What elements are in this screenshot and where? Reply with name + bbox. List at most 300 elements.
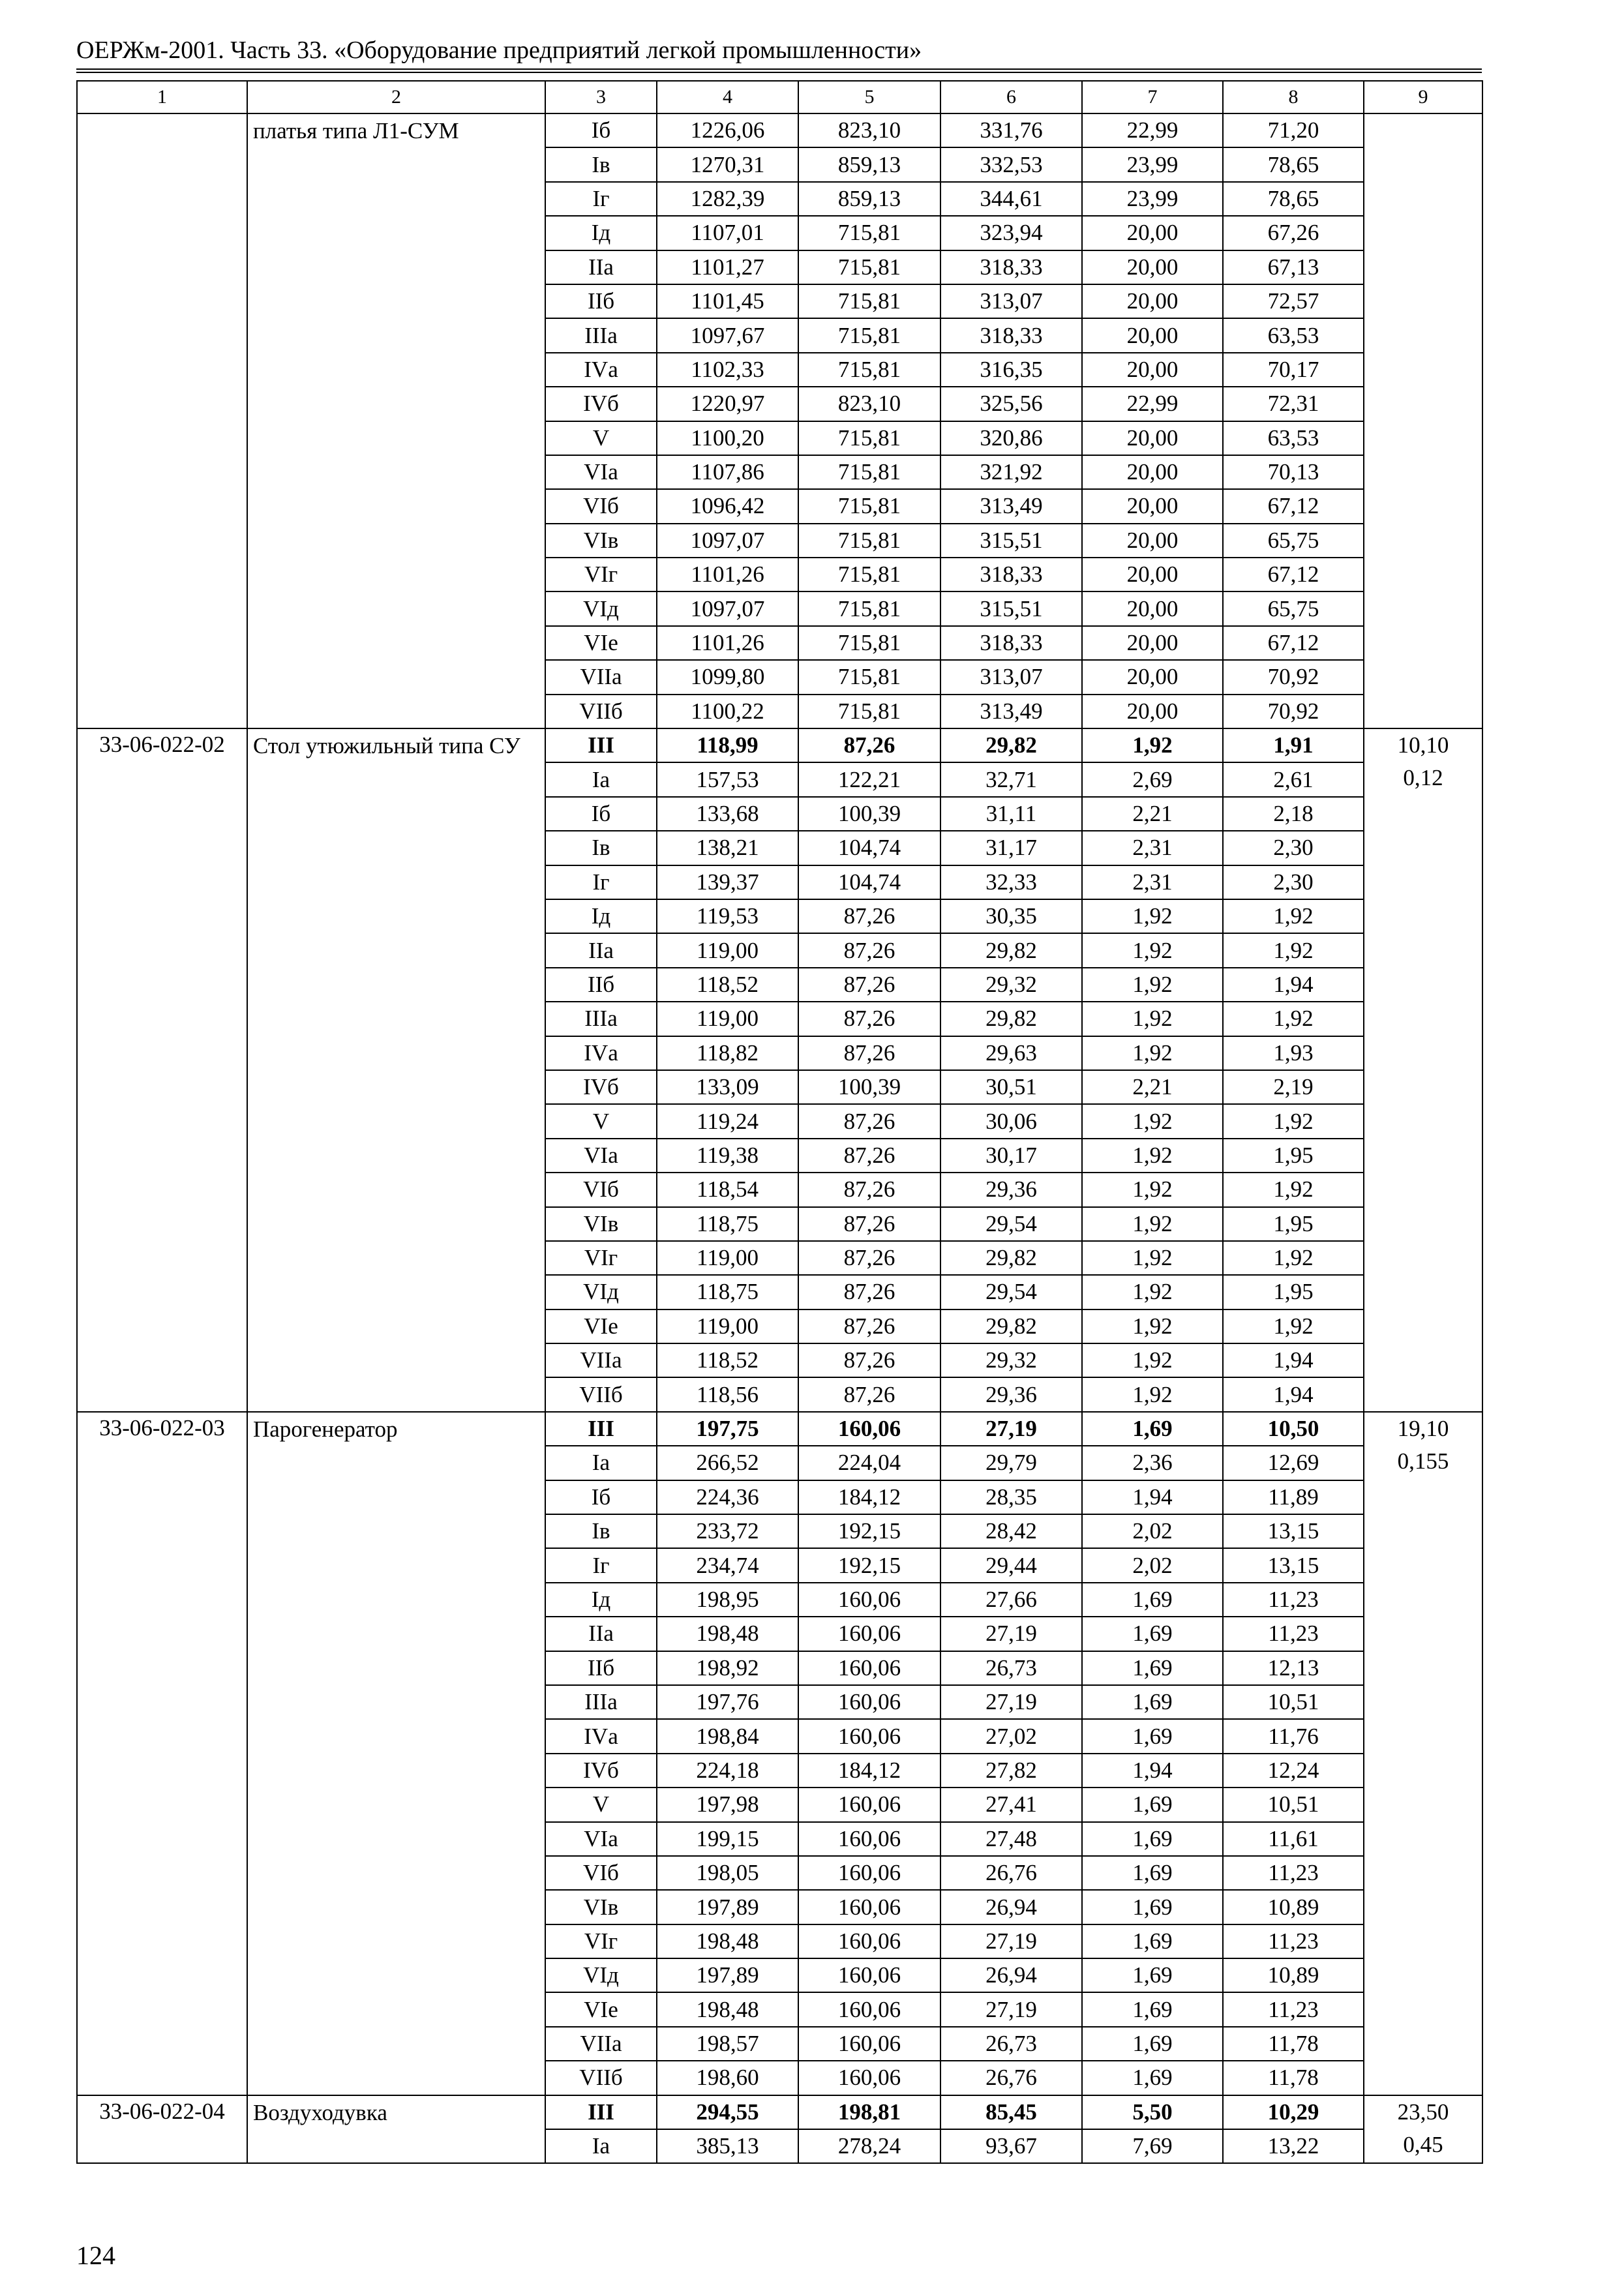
value-cell: 318,33: [940, 318, 1082, 352]
value-cell: 11,76: [1223, 1719, 1364, 1753]
zone-cell: Iб: [545, 1480, 657, 1514]
zone-cell: Iв: [545, 831, 657, 865]
value-cell: 1,92: [1223, 933, 1364, 967]
item-code: [77, 113, 247, 728]
value-cell: 1,69: [1082, 1992, 1223, 2026]
zone-cell: VIе: [545, 1992, 657, 2026]
value-cell: 160,06: [798, 1617, 940, 1651]
value-cell: 118,52: [657, 1343, 798, 1377]
value-cell: 1,69: [1082, 1583, 1223, 1617]
resource-value: 0,155: [1397, 1448, 1449, 1474]
zone-cell: III: [545, 1412, 657, 1446]
value-cell: 12,24: [1223, 1754, 1364, 1788]
value-cell: 278,24: [798, 2129, 940, 2163]
zone-cell: VIа: [545, 1822, 657, 1856]
zone-cell: VIд: [545, 1958, 657, 1992]
value-cell: 1,69: [1082, 1685, 1223, 1719]
value-cell: 1,69: [1082, 1788, 1223, 1821]
value-cell: 27,02: [940, 1719, 1082, 1753]
value-cell: 29,82: [940, 933, 1082, 967]
value-cell: 2,21: [1082, 797, 1223, 831]
value-cell: 12,69: [1223, 1446, 1364, 1480]
value-cell: 20,00: [1082, 660, 1223, 694]
value-cell: 1,69: [1082, 1412, 1223, 1446]
resource-value: 19,10: [1397, 1415, 1449, 1441]
value-cell: 160,06: [798, 1788, 940, 1821]
value-cell: 318,33: [940, 626, 1082, 660]
zone-cell: Iг: [545, 865, 657, 899]
value-cell: 1,93: [1223, 1036, 1364, 1070]
value-cell: 313,49: [940, 489, 1082, 523]
value-cell: 133,09: [657, 1070, 798, 1104]
value-cell: 29,36: [940, 1377, 1082, 1411]
value-cell: 197,98: [657, 1788, 798, 1821]
value-cell: 1100,22: [657, 695, 798, 728]
value-cell: 160,06: [798, 1958, 940, 1992]
value-cell: 26,94: [940, 1890, 1082, 1924]
zone-cell: V: [545, 1104, 657, 1138]
value-cell: 122,21: [798, 762, 940, 796]
value-cell: 87,26: [798, 728, 940, 762]
value-cell: 160,06: [798, 1583, 940, 1617]
value-cell: 27,19: [940, 1685, 1082, 1719]
value-cell: 823,10: [798, 387, 940, 421]
value-cell: 859,13: [798, 147, 940, 181]
value-cell: 119,00: [657, 933, 798, 967]
zone-cell: VIг: [545, 558, 657, 591]
column-number: 2: [247, 81, 545, 113]
value-cell: 160,06: [798, 2061, 940, 2095]
value-cell: 1,92: [1082, 1377, 1223, 1411]
page-header: ОЕРЖм-2001. Часть 33. «Оборудование предприятий легкой промышленности»: [76, 37, 922, 64]
value-cell: 715,81: [798, 455, 940, 489]
value-cell: 160,06: [798, 1856, 940, 1890]
value-cell: 67,12: [1223, 558, 1364, 591]
value-cell: 11,23: [1223, 1583, 1364, 1617]
value-cell: 1270,31: [657, 147, 798, 181]
value-cell: 12,13: [1223, 1651, 1364, 1685]
value-cell: 1,95: [1223, 1275, 1364, 1309]
value-cell: 29,82: [940, 1002, 1082, 1036]
value-cell: 2,19: [1223, 1070, 1364, 1104]
value-cell: 2,21: [1082, 1070, 1223, 1104]
value-cell: 119,24: [657, 1104, 798, 1138]
value-cell: 70,17: [1223, 353, 1364, 387]
value-cell: 325,56: [940, 387, 1082, 421]
value-cell: 715,81: [798, 695, 940, 728]
value-cell: 2,61: [1223, 762, 1364, 796]
zone-cell: VIг: [545, 1241, 657, 1275]
value-cell: 184,12: [798, 1480, 940, 1514]
value-cell: 13,15: [1223, 1548, 1364, 1582]
column-number: 3: [545, 81, 657, 113]
zone-cell: Iг: [545, 182, 657, 216]
value-cell: 78,65: [1223, 147, 1364, 181]
value-cell: 715,81: [798, 284, 940, 318]
value-cell: 87,26: [798, 1173, 940, 1206]
resource-cell: [1364, 2095, 1482, 2164]
value-cell: 20,00: [1082, 591, 1223, 625]
zone-cell: Iа: [545, 762, 657, 796]
value-cell: 1,92: [1223, 1104, 1364, 1138]
value-cell: 119,38: [657, 1139, 798, 1173]
item-name: Стол утюжильный типа СУ: [247, 728, 545, 1412]
value-cell: 224,36: [657, 1480, 798, 1514]
value-cell: 28,42: [940, 1514, 1082, 1548]
value-cell: 10,89: [1223, 1890, 1364, 1924]
value-cell: 313,49: [940, 695, 1082, 728]
zone-cell: IIб: [545, 1651, 657, 1685]
value-cell: 30,51: [940, 1070, 1082, 1104]
value-cell: 323,94: [940, 216, 1082, 250]
value-cell: 233,72: [657, 1514, 798, 1548]
zone-cell: IIIа: [545, 1002, 657, 1036]
value-cell: 11,23: [1223, 1992, 1364, 2026]
value-cell: 70,92: [1223, 660, 1364, 694]
value-cell: 26,73: [940, 2027, 1082, 2061]
value-cell: 23,99: [1082, 182, 1223, 216]
value-cell: 1,94: [1223, 1343, 1364, 1377]
value-cell: 11,23: [1223, 1924, 1364, 1958]
value-cell: 10,50: [1223, 1412, 1364, 1446]
value-cell: 87,26: [798, 1207, 940, 1241]
value-cell: 192,15: [798, 1514, 940, 1548]
zone-cell: VIа: [545, 455, 657, 489]
value-cell: 20,00: [1082, 421, 1223, 455]
value-cell: 318,33: [940, 558, 1082, 591]
value-cell: 160,06: [798, 1924, 940, 1958]
value-cell: 199,15: [657, 1822, 798, 1856]
zone-cell: Iб: [545, 797, 657, 831]
value-cell: 26,94: [940, 1958, 1082, 1992]
value-cell: 160,06: [798, 2027, 940, 2061]
value-cell: 157,53: [657, 762, 798, 796]
value-cell: 11,61: [1223, 1822, 1364, 1856]
value-cell: 160,06: [798, 1651, 940, 1685]
zone-cell: V: [545, 421, 657, 455]
value-cell: 27,41: [940, 1788, 1082, 1821]
value-cell: 30,35: [940, 899, 1082, 933]
value-cell: 87,26: [798, 899, 940, 933]
value-cell: 1101,27: [657, 250, 798, 284]
zone-cell: IVб: [545, 387, 657, 421]
value-cell: 1097,07: [657, 591, 798, 625]
zone-cell: VIг: [545, 1924, 657, 1958]
value-cell: 29,36: [940, 1173, 1082, 1206]
value-cell: 78,65: [1223, 182, 1364, 216]
value-cell: 715,81: [798, 353, 940, 387]
zone-cell: VIIб: [545, 2061, 657, 2095]
value-cell: 2,69: [1082, 762, 1223, 796]
value-cell: 344,61: [940, 182, 1082, 216]
zone-cell: III: [545, 728, 657, 762]
value-cell: 197,75: [657, 1412, 798, 1446]
page-number: 124: [76, 2241, 115, 2270]
value-cell: 1101,26: [657, 626, 798, 660]
value-cell: 63,53: [1223, 318, 1364, 352]
zone-cell: III: [545, 2095, 657, 2129]
value-cell: 160,06: [798, 1992, 940, 2026]
table-row: [77, 1412, 1482, 1446]
zone-cell: VIв: [545, 524, 657, 558]
column-number: 9: [1364, 81, 1482, 113]
resource-cell: [1364, 728, 1482, 1412]
value-cell: 1,92: [1082, 1036, 1223, 1070]
value-cell: 2,18: [1223, 797, 1364, 831]
value-cell: 87,26: [798, 933, 940, 967]
value-cell: 13,15: [1223, 1514, 1364, 1548]
value-cell: 71,20: [1223, 113, 1364, 147]
value-cell: 67,12: [1223, 489, 1364, 523]
value-cell: 10,29: [1223, 2095, 1364, 2129]
value-cell: 20,00: [1082, 284, 1223, 318]
value-cell: 198,48: [657, 1924, 798, 1958]
value-cell: 29,32: [940, 1343, 1082, 1377]
zone-cell: IVб: [545, 1754, 657, 1788]
value-cell: 2,31: [1082, 865, 1223, 899]
value-cell: 198,57: [657, 2027, 798, 2061]
value-cell: 197,89: [657, 1890, 798, 1924]
value-cell: 1,92: [1082, 1207, 1223, 1241]
value-cell: 1,92: [1082, 1343, 1223, 1377]
value-cell: 198,92: [657, 1651, 798, 1685]
zone-cell: VIв: [545, 1890, 657, 1924]
value-cell: 27,48: [940, 1822, 1082, 1856]
item-code: 33-06-022-03: [77, 1412, 247, 2095]
value-cell: 67,26: [1223, 216, 1364, 250]
value-cell: 160,06: [798, 1890, 940, 1924]
value-cell: 1,69: [1082, 1617, 1223, 1651]
value-cell: 2,36: [1082, 1446, 1223, 1480]
value-cell: 198,81: [798, 2095, 940, 2129]
value-cell: 321,92: [940, 455, 1082, 489]
value-cell: 1,92: [1223, 1309, 1364, 1343]
value-cell: 10,51: [1223, 1685, 1364, 1719]
value-cell: 1,92: [1082, 728, 1223, 762]
item-name: Воздуходувка: [247, 2095, 545, 2164]
value-cell: 715,81: [798, 626, 940, 660]
value-cell: 29,82: [940, 1241, 1082, 1275]
value-cell: 87,26: [798, 1036, 940, 1070]
value-cell: 1,69: [1082, 2027, 1223, 2061]
value-cell: 224,04: [798, 1446, 940, 1480]
value-cell: 11,78: [1223, 2027, 1364, 2061]
value-cell: 1099,80: [657, 660, 798, 694]
value-cell: 160,06: [798, 1412, 940, 1446]
value-cell: 1,69: [1082, 1890, 1223, 1924]
value-cell: 1,95: [1223, 1207, 1364, 1241]
value-cell: 118,99: [657, 728, 798, 762]
value-cell: 87,26: [798, 1104, 940, 1138]
table-row: [77, 2095, 1482, 2129]
zone-cell: Iд: [545, 899, 657, 933]
zone-cell: IVа: [545, 353, 657, 387]
value-cell: 11,23: [1223, 1856, 1364, 1890]
value-cell: 22,99: [1082, 387, 1223, 421]
value-cell: 26,73: [940, 1651, 1082, 1685]
value-cell: 29,54: [940, 1207, 1082, 1241]
resource-cell: [1364, 1412, 1482, 2095]
column-number-row: [77, 81, 1482, 113]
value-cell: 1,92: [1082, 1139, 1223, 1173]
zone-cell: Iа: [545, 2129, 657, 2163]
value-cell: 1097,67: [657, 318, 798, 352]
value-cell: 10,51: [1223, 1788, 1364, 1821]
value-cell: 1097,07: [657, 524, 798, 558]
value-cell: 1,92: [1223, 1002, 1364, 1036]
value-cell: 715,81: [798, 660, 940, 694]
value-cell: 331,76: [940, 113, 1082, 147]
value-cell: 332,53: [940, 147, 1082, 181]
value-cell: 1,69: [1082, 1719, 1223, 1753]
item-name: Парогенератор: [247, 1412, 545, 2095]
value-cell: 1101,26: [657, 558, 798, 591]
zone-cell: Iб: [545, 113, 657, 147]
value-cell: 85,45: [940, 2095, 1082, 2129]
zone-cell: VIб: [545, 1856, 657, 1890]
zone-cell: VIв: [545, 1207, 657, 1241]
value-cell: 192,15: [798, 1548, 940, 1582]
value-cell: 63,53: [1223, 421, 1364, 455]
value-cell: 119,00: [657, 1002, 798, 1036]
value-cell: 139,37: [657, 865, 798, 899]
value-cell: 32,33: [940, 865, 1082, 899]
value-cell: 100,39: [798, 1070, 940, 1104]
value-cell: 1,92: [1082, 933, 1223, 967]
zone-cell: VIб: [545, 1173, 657, 1206]
value-cell: 104,74: [798, 831, 940, 865]
value-cell: 1220,97: [657, 387, 798, 421]
table-row: [77, 113, 1482, 147]
value-cell: 1,94: [1223, 1377, 1364, 1411]
value-cell: 5,50: [1082, 2095, 1223, 2129]
resource-value: 23,50: [1397, 2099, 1449, 2125]
zone-cell: IIа: [545, 933, 657, 967]
value-cell: 1,92: [1082, 899, 1223, 933]
resource-value: 10,10: [1397, 732, 1449, 758]
zone-cell: IVа: [545, 1719, 657, 1753]
value-cell: 29,54: [940, 1275, 1082, 1309]
zone-cell: Iа: [545, 1446, 657, 1480]
value-cell: 118,75: [657, 1275, 798, 1309]
value-cell: 118,54: [657, 1173, 798, 1206]
value-cell: 320,86: [940, 421, 1082, 455]
value-cell: 1,92: [1082, 1241, 1223, 1275]
value-cell: 29,82: [940, 1309, 1082, 1343]
value-cell: 138,21: [657, 831, 798, 865]
zone-cell: IIIа: [545, 1685, 657, 1719]
value-cell: 119,00: [657, 1309, 798, 1343]
value-cell: 1,92: [1082, 1275, 1223, 1309]
value-cell: 31,17: [940, 831, 1082, 865]
value-cell: 87,26: [798, 1275, 940, 1309]
value-cell: 198,05: [657, 1856, 798, 1890]
value-cell: 715,81: [798, 421, 940, 455]
value-cell: 119,00: [657, 1241, 798, 1275]
value-cell: 1,94: [1223, 968, 1364, 1002]
value-cell: 224,18: [657, 1754, 798, 1788]
value-cell: 32,71: [940, 762, 1082, 796]
value-cell: 20,00: [1082, 489, 1223, 523]
value-cell: 20,00: [1082, 455, 1223, 489]
item-name: платья типа Л1-СУМ: [247, 113, 545, 728]
value-cell: 2,02: [1082, 1514, 1223, 1548]
value-cell: 1,92: [1223, 899, 1364, 933]
zone-cell: V: [545, 1788, 657, 1821]
zone-cell: VIIа: [545, 2027, 657, 2061]
value-cell: 27,66: [940, 1583, 1082, 1617]
zone-cell: Iг: [545, 1548, 657, 1582]
value-cell: 29,82: [940, 728, 1082, 762]
value-cell: 133,68: [657, 797, 798, 831]
value-cell: 1102,33: [657, 353, 798, 387]
value-cell: 29,44: [940, 1548, 1082, 1582]
value-cell: 1096,42: [657, 489, 798, 523]
value-cell: 87,26: [798, 1002, 940, 1036]
zone-cell: IIб: [545, 968, 657, 1002]
zone-cell: Iд: [545, 216, 657, 250]
value-cell: 13,22: [1223, 2129, 1364, 2163]
value-cell: 65,75: [1223, 524, 1364, 558]
value-cell: 313,07: [940, 660, 1082, 694]
value-cell: 1101,45: [657, 284, 798, 318]
value-cell: 118,52: [657, 968, 798, 1002]
value-cell: 20,00: [1082, 318, 1223, 352]
value-cell: 385,13: [657, 2129, 798, 2163]
column-number: 4: [657, 81, 798, 113]
value-cell: 318,33: [940, 250, 1082, 284]
value-cell: 1,69: [1082, 1822, 1223, 1856]
value-cell: 26,76: [940, 2061, 1082, 2095]
value-cell: 70,13: [1223, 455, 1364, 489]
header-rule-double: [76, 72, 1482, 73]
zone-cell: Iв: [545, 147, 657, 181]
resource-value: 0,45: [1403, 2132, 1443, 2158]
value-cell: 1282,39: [657, 182, 798, 216]
value-cell: 27,19: [940, 1992, 1082, 2026]
value-cell: 1,69: [1082, 1856, 1223, 1890]
value-cell: 93,67: [940, 2129, 1082, 2163]
value-cell: 29,79: [940, 1446, 1082, 1480]
value-cell: 11,78: [1223, 2061, 1364, 2095]
value-cell: 198,95: [657, 1583, 798, 1617]
zone-cell: VIе: [545, 626, 657, 660]
value-cell: 1107,01: [657, 216, 798, 250]
zone-cell: IVб: [545, 1070, 657, 1104]
value-cell: 160,06: [798, 1822, 940, 1856]
value-cell: 67,12: [1223, 626, 1364, 660]
value-cell: 715,81: [798, 591, 940, 625]
value-cell: 118,56: [657, 1377, 798, 1411]
value-cell: 197,76: [657, 1685, 798, 1719]
value-cell: 715,81: [798, 489, 940, 523]
value-cell: 119,53: [657, 899, 798, 933]
value-cell: 22,99: [1082, 113, 1223, 147]
resource-cell: [1364, 113, 1482, 728]
value-cell: 823,10: [798, 113, 940, 147]
value-cell: 1,69: [1082, 2061, 1223, 2095]
column-number: 5: [798, 81, 940, 113]
value-cell: 1,92: [1082, 1173, 1223, 1206]
value-cell: 2,30: [1223, 831, 1364, 865]
value-cell: 20,00: [1082, 626, 1223, 660]
value-cell: 1,92: [1082, 1309, 1223, 1343]
value-cell: 715,81: [798, 558, 940, 591]
zone-cell: VIIб: [545, 695, 657, 728]
value-cell: 859,13: [798, 182, 940, 216]
zone-cell: IIIа: [545, 318, 657, 352]
zone-cell: Iд: [545, 1583, 657, 1617]
